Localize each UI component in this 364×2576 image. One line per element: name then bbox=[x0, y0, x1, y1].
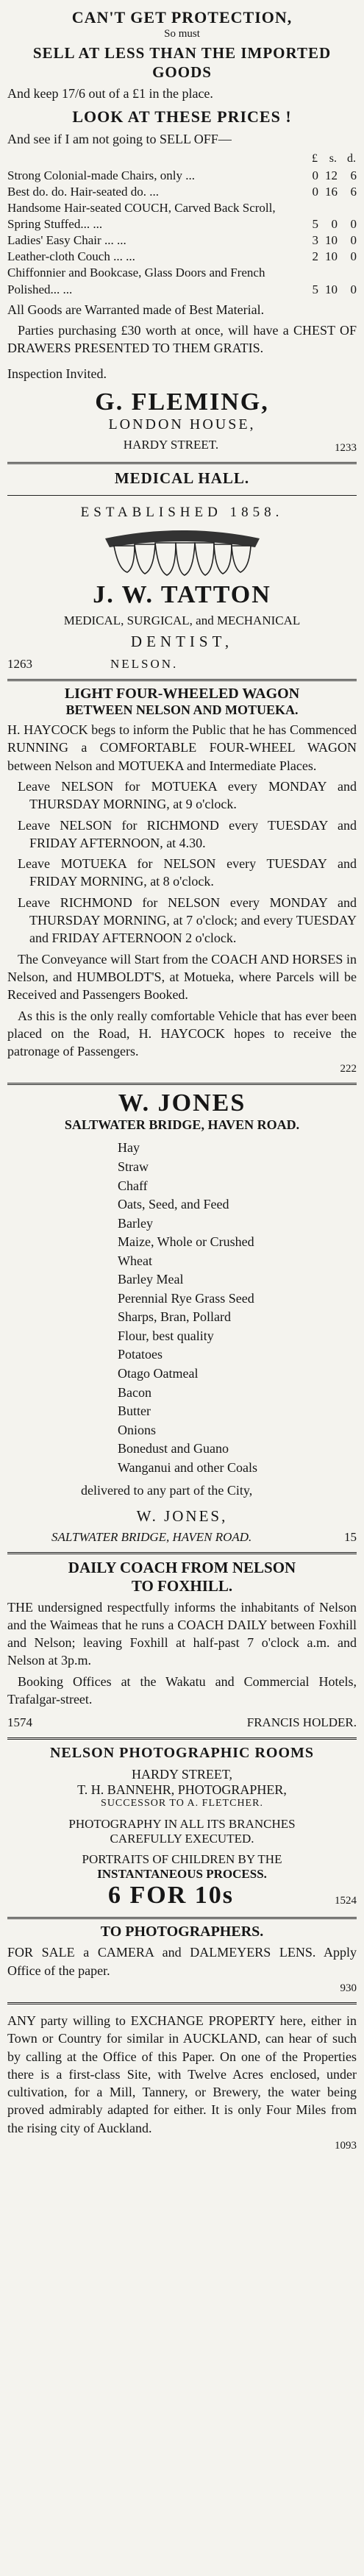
false-teeth-icon bbox=[98, 525, 267, 577]
photo-street: HARDY STREET, bbox=[132, 1767, 232, 1782]
so-must: So must bbox=[164, 27, 200, 40]
dentist-line2: DENTIST, bbox=[130, 633, 234, 651]
wagon-time: Leave NELSON for RICHMOND every TUESDAY and FRIDAY AFTERNOON, at 4.30. bbox=[18, 817, 357, 850]
exchange-body: ANY party willing to EXCHANGE PROPERTY here, either in Town or Country for similar in AUCKLAND, can hear of such by calling at the Office of this Paper. On one of the Properties there is a first-class Site, with Twelve Acres enclosed, under cultivation, for a Mill, Tannery, or Brewery, the water being proved admirably adapted for either. It is only Four Miles from the rising city of Auckland. bbox=[7, 2013, 357, 2135]
hardy-street: HARDY STREET. bbox=[123, 437, 219, 452]
london-house: LONDON HOUSE, bbox=[108, 416, 256, 433]
inspection-line: Inspection Invited. bbox=[7, 366, 107, 381]
coach-title2: TO FOXHILL. bbox=[131, 1576, 233, 1595]
list-item: Butter bbox=[118, 1403, 151, 1419]
list-item: Bacon bbox=[118, 1384, 151, 1400]
list-item: Potatoes bbox=[118, 1347, 163, 1362]
produce-list bbox=[118, 1139, 357, 1477]
nelson-place: NELSON. bbox=[110, 657, 179, 672]
protection-title: CAN'T GET PROTECTION, bbox=[71, 8, 293, 26]
list-item: Flour, best quality bbox=[118, 1328, 214, 1343]
list-item: Bonedust and Guano bbox=[118, 1441, 229, 1456]
photo-title: NELSON PHOTOGRAPHIC ROOMS bbox=[49, 1745, 315, 1762]
ad-number: 1263 bbox=[7, 657, 32, 672]
successor-line: SUCCESSOR TO A. FLETCHER. bbox=[101, 1798, 263, 1810]
price-row: Strong Colonial-made Chairs, only ... 0 12 6 bbox=[7, 168, 357, 182]
photo-price: 6 FOR 10s bbox=[108, 1882, 234, 1910]
wagon-title1: LIGHT FOUR-WHEELED WAGON bbox=[64, 686, 300, 702]
ad-number: 1233 bbox=[335, 441, 357, 454]
ad-number: 15 bbox=[344, 1529, 357, 1544]
list-item: Perennial Rye Grass Seed bbox=[118, 1290, 254, 1306]
tatton-footer bbox=[7, 657, 357, 672]
photographers-advertisement bbox=[7, 1919, 357, 2004]
ad-number: 1093 bbox=[335, 2140, 357, 2152]
photographer-name: T. H. BANNEHR, PHOTOGRAPHER, bbox=[77, 1782, 287, 1798]
ad-number: 1574 bbox=[7, 1715, 32, 1730]
fleming-advertisement bbox=[7, 3, 357, 464]
jones-signature-row bbox=[7, 1530, 357, 1545]
haycock-advertisement bbox=[7, 681, 357, 1085]
sell-line: SELL AT LESS THAN THE IMPORTED GOODS bbox=[32, 43, 332, 81]
col-shillings: s. bbox=[329, 152, 337, 166]
list-item: Straw bbox=[118, 1159, 149, 1174]
ad-number: 1524 bbox=[335, 1895, 357, 1907]
dentist-line1: MEDICAL, SURGICAL, and MECHANICAL bbox=[63, 613, 301, 628]
executed-line: CAREFULLY EXECUTED. bbox=[110, 1832, 254, 1846]
list-item: Hay bbox=[118, 1140, 140, 1156]
wagon-conveyance: The Conveyance will Start from the COACH AND HORSES in Nelson, and HUMBOLDT'S, at Motueka, where Parcels will be Received and Passengers Booked. bbox=[7, 951, 357, 1003]
list-item: Barley bbox=[118, 1215, 153, 1231]
wagon-closing: As this is the only really comfortable Vehicle that has ever been placed on the Road, H. HAYCOCK hopes to receive the patronage of Passengers. bbox=[7, 1008, 357, 1059]
price-row bbox=[7, 1882, 357, 1910]
wagon-intro: H. HAYCOCK begs to inform the Public that he has Commenced RUNNING a COMFORTABLE FOUR-WHEEL WAGON between Nelson and MOTUEKA and Intermediate Places. bbox=[7, 722, 357, 773]
list-item: Oats, Seed, and Feed bbox=[118, 1197, 229, 1212]
photographers-body: FOR SALE a CAMERA and DALMEYERS LENS. Apply Office of the paper. bbox=[7, 1945, 357, 1978]
price-row: Leather-cloth Couch ... ... 2 10 0 bbox=[7, 249, 357, 264]
branches-line: PHOTOGRAPHY IN ALL ITS BRANCHES bbox=[68, 1817, 296, 1832]
price-header bbox=[7, 151, 357, 168]
list-item: Maize, Whole or Crushed bbox=[118, 1234, 254, 1250]
warranted-line: All Goods are Warranted made of Best Material. bbox=[7, 302, 265, 317]
fleming-address-row bbox=[7, 438, 357, 455]
process-line: INSTANTANEOUS PROCESS. bbox=[97, 1867, 267, 1882]
look-prices: LOOK AT THESE PRICES ! bbox=[72, 107, 292, 127]
list-item: Onions bbox=[118, 1422, 157, 1437]
proprietor-name: FRANCIS HOLDER. bbox=[246, 1715, 357, 1730]
jones-signature: W. JONES, bbox=[136, 1506, 228, 1525]
tatton-advertisement bbox=[7, 464, 357, 681]
keep-line: And keep 17/6 out of a £1 in the place. bbox=[7, 86, 213, 101]
wagon-title2: BETWEEN NELSON AND MOTUEKA. bbox=[65, 702, 299, 718]
coach-footer bbox=[7, 1715, 357, 1730]
see-line: And see if I am not going to SELL OFF— bbox=[7, 131, 232, 146]
wagon-time: Leave NELSON for MOTUEKA every MONDAY and THURSDAY MORNING, at 9 o'clock. bbox=[18, 778, 357, 812]
coach-title1: DAILY COACH FROM NELSON bbox=[68, 1558, 296, 1576]
jones-advertisement bbox=[7, 1085, 357, 1554]
coach-body: THE undersigned respectfully informs the inhabitants of Nelson and the Waimeas that he runs a COACH DAILY between Foxhill and Nelson; leaving Foxhill at half-past 7 o'clock a.m. and Nelson at 3p.m. bbox=[7, 1599, 357, 1668]
list-item: Otago Oatmeal bbox=[118, 1365, 199, 1381]
coach-booking: Booking Offices at the Wakatu and Commercial Hotels, Trafalgar-street. bbox=[7, 1673, 357, 1707]
tatton-name: J. W. TATTON bbox=[93, 581, 271, 609]
jones-address: SALTWATER BRIDGE, HAVEN ROAD. bbox=[64, 1117, 300, 1133]
price-row: Best do. do. Hair-seated do. ... 0 16 6 bbox=[7, 184, 357, 199]
list-item: Wheat bbox=[118, 1253, 152, 1268]
exchange-advertisement bbox=[7, 2004, 357, 2160]
list-item: Wanganui and other Coals bbox=[118, 1459, 258, 1475]
list-item: Sharps, Bran, Pollard bbox=[118, 1309, 231, 1325]
portraits-line: PORTRAITS OF CHILDREN BY THE bbox=[82, 1852, 282, 1867]
price-row: Chiffonnier and Bookcase, Glass Doors and French Polished... ... 5 10 0 bbox=[7, 266, 357, 296]
fleming-name: G. FLEMING, bbox=[95, 388, 269, 416]
price-row: Ladies' Easy Chair ... ... 3 10 0 bbox=[7, 233, 357, 248]
holder-advertisement bbox=[7, 1554, 357, 1740]
wagon-time: Leave MOTUEKA for NELSON every TUESDAY and FRIDAY MORNING, at 8 o'clock. bbox=[18, 856, 357, 889]
col-pence: d. bbox=[347, 152, 356, 166]
jones-sig-address: SALTWATER BRIDGE, HAVEN ROAD. bbox=[51, 1529, 252, 1544]
ad-number: 222 bbox=[340, 1063, 357, 1075]
wagon-time: Leave RICHMOND for NELSON every MONDAY and THURSDAY MORNING, at 7 o'clock; and every TUESDAY and FRIDAY AFTERNOON 2 o'clock. bbox=[18, 894, 357, 946]
col-pounds: £ bbox=[312, 152, 318, 166]
medical-hall-title: MEDICAL HALL. bbox=[114, 469, 250, 487]
parties-line: Parties purchasing £30 worth at once, will have a CHEST OF DRAWERS PRESENTED TO THEM GRATIS. bbox=[7, 322, 357, 356]
established-line: ESTABLISHED 1858. bbox=[7, 495, 357, 521]
price-row: Handsome Hair-seated COUCH, Carved Back Scroll, Spring Stuffed... ... 5 0 0 bbox=[7, 201, 357, 232]
list-item: Barley Meal bbox=[118, 1272, 184, 1287]
bannehr-advertisement bbox=[7, 1740, 357, 1919]
photographers-title: TO PHOTOGRAPHERS. bbox=[100, 1924, 264, 1940]
delivered-line: delivered to any part of the City, bbox=[81, 1483, 253, 1498]
ad-number: 930 bbox=[340, 1982, 357, 1994]
jones-name: W. JONES bbox=[118, 1089, 246, 1117]
list-item: Chaff bbox=[118, 1178, 148, 1193]
price-table bbox=[7, 151, 357, 298]
